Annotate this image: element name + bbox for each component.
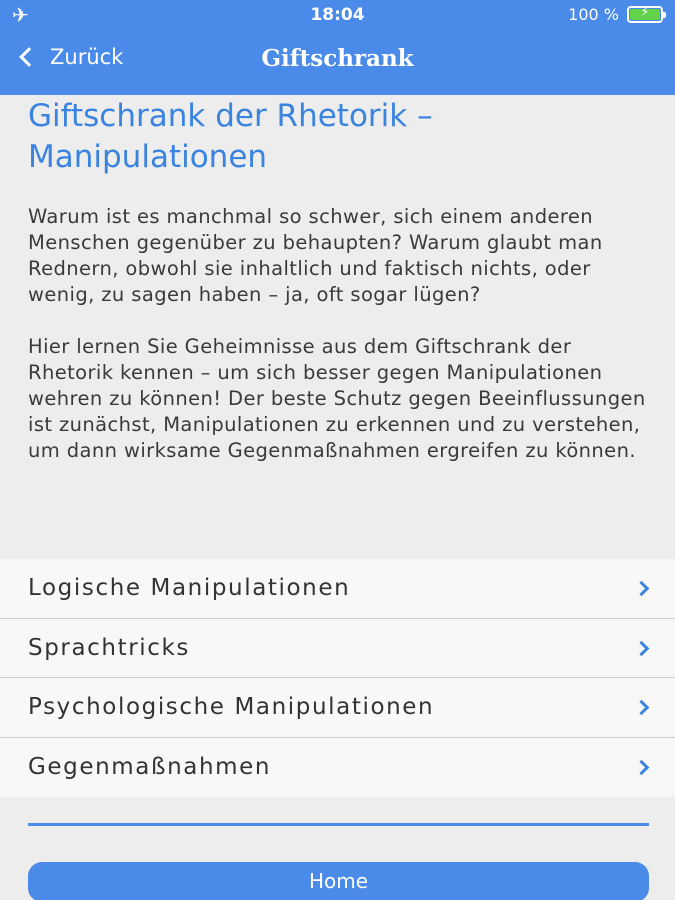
battery-icon xyxy=(627,6,663,23)
battery-indicator xyxy=(568,5,663,24)
charging-bolt-icon: ⚡ xyxy=(640,5,650,20)
chevron-right-icon xyxy=(634,700,650,716)
status-bar xyxy=(0,0,675,30)
intro-content xyxy=(28,96,653,464)
home-button[interactable]: Home xyxy=(28,862,649,900)
chevron-right-icon xyxy=(634,640,650,656)
battery-percent: 100 % xyxy=(568,5,619,24)
menu-item-sprachtricks[interactable] xyxy=(0,619,675,679)
intro-paragraph-2: Hier lernen Sie Geheimnisse aus dem Giftschrank der Rhetorik kennen – um sich besser gegen Manipulationen wehren zu können! Der beste Schutz gegen Beeinflussungen ist zunächst, Manipulationen zu erkennen und zu verstehen, um dann wirksame Gegenmaßnahmen ergreifen zu können. xyxy=(28,335,646,462)
back-label: Zurück xyxy=(50,45,124,69)
status-time: 18:04 xyxy=(310,5,365,25)
menu-item-label: Gegenmaßnahmen xyxy=(28,754,272,781)
menu-item-logische-manipulationen[interactable] xyxy=(0,559,675,619)
menu-item-label: Logische Manipulationen xyxy=(28,575,351,602)
intro-paragraph-1: Warum ist es manchmal so schwer, sich einem anderen Menschen gegenüber zu behaupten? Warum glaubt man Rednern, obwohl sie inhaltlich und faktisch nichts, oder wenig, zu sagen haben – ja, oft sogar lügen? xyxy=(28,205,603,306)
page-heading: Giftschrank der Rhetorik – Manipulationen xyxy=(28,98,433,175)
divider xyxy=(28,823,649,826)
menu-item-label: Sprachtricks xyxy=(28,634,190,661)
chevron-right-icon xyxy=(634,759,650,775)
menu-item-label: Psychologische Manipulationen xyxy=(28,694,435,721)
menu-item-gegenmassnahmen[interactable] xyxy=(0,738,675,798)
menu-item-psychologische-manipulationen[interactable] xyxy=(0,678,675,738)
chevron-right-icon xyxy=(634,581,650,597)
navigation-bar xyxy=(0,30,675,92)
airplane-icon: ✈ xyxy=(12,3,29,27)
nav-title: Giftschrank xyxy=(261,45,414,72)
topic-menu xyxy=(0,559,675,797)
top-bar xyxy=(0,0,675,95)
